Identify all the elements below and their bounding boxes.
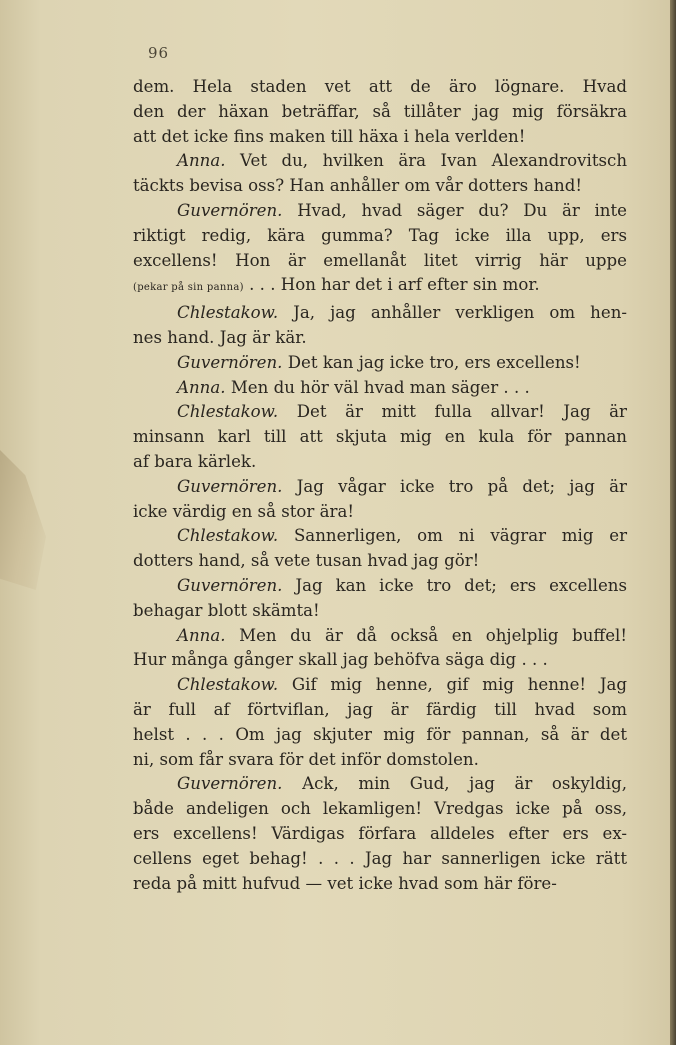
page-text-body (133, 75, 627, 896)
text-line (133, 822, 627, 847)
paragraph (133, 673, 627, 772)
speaker-name: Chlestakow. (177, 303, 279, 323)
text-line (133, 174, 627, 199)
text-line (133, 772, 627, 797)
paragraph (133, 400, 627, 474)
text-line (133, 75, 627, 100)
text-line (133, 524, 627, 549)
text-line (133, 624, 627, 649)
line-text: nes hand. Jag är kär. (133, 327, 307, 347)
text-line (133, 273, 627, 301)
line-text: excellens! Hon är emellanåt litet virrig här uppe (133, 250, 627, 270)
line-text: reda på mitt hufvud — vet icke hvad som här före- (133, 873, 557, 893)
text-line (133, 698, 627, 723)
line-text: både andeligen och lekamligen! Vredgas icke på oss, (133, 799, 627, 819)
text-line (133, 199, 627, 224)
speaker-name: Guvernören. (177, 476, 283, 496)
paragraph (133, 75, 627, 149)
line-text: Jag kan icke tro det; ers excellens (295, 575, 627, 595)
paragraph (133, 149, 627, 199)
line-text: Hvad, hvad säger du? Du är inte (297, 200, 627, 220)
paragraph (133, 524, 627, 574)
text-line (133, 149, 627, 174)
line-text: Det är mitt fulla allvar! Jag är (296, 402, 627, 422)
text-line (133, 400, 627, 425)
text-line (133, 425, 627, 450)
speaker-name: Anna. (177, 625, 226, 645)
speaker-name: Anna. (177, 151, 226, 171)
line-text: Vet du, hvilken ära Ivan Alexandrovitsch (240, 151, 628, 171)
stage-direction: (pekar på sin panna) (133, 282, 244, 294)
text-line (133, 376, 627, 401)
line-text: ers excellens! Värdigas förfara alldeles efter ers ex- (133, 823, 627, 843)
speaker-name: Guvernören. (177, 575, 283, 595)
text-line (133, 599, 627, 624)
speaker-name: Guvernören. (177, 352, 283, 372)
paragraph (133, 772, 627, 896)
text-line (133, 326, 627, 351)
text-line (133, 500, 627, 525)
line-text: . . . Hon har det i arf efter sin mor. (249, 275, 540, 295)
line-text: är full af förtviflan, jag är färdig till hvad som (133, 699, 627, 719)
text-line (133, 574, 627, 599)
line-text: dem. Hela staden vet att de äro lögnare. Hvad (133, 77, 627, 96)
paragraph (133, 301, 627, 351)
speaker-name: Guvernören. (177, 200, 283, 220)
line-text: riktigt redig, kära gumma? Tag icke illa upp, ers (133, 225, 627, 245)
line-text: ni, som får svara för det inför domstolen. (133, 749, 479, 769)
text-line (133, 723, 627, 748)
text-line (133, 351, 627, 376)
line-text: Ack, min Gud, jag är oskyldig, (302, 774, 627, 794)
text-line (133, 549, 627, 574)
line-text: den der häxan beträffar, så tillåter jag mig försäkra (133, 101, 627, 121)
text-line (133, 847, 627, 872)
text-line (133, 224, 627, 249)
text-line (133, 673, 627, 698)
line-text: dotters hand, så vete tusan hvad jag gör! (133, 551, 480, 571)
paragraph (133, 351, 627, 376)
text-line (133, 872, 627, 897)
line-text: Det kan jag icke tro, ers excellens! (287, 352, 581, 372)
paragraph (133, 376, 627, 401)
line-text: Gif mig henne, gif mig henne! Jag (291, 675, 627, 695)
line-text: af bara kärlek. (133, 451, 257, 471)
text-line (133, 450, 627, 475)
text-line (133, 648, 627, 673)
line-text: cellens eget behag! . . . Jag har sannerligen icke rätt (133, 848, 627, 868)
paragraph (133, 624, 627, 674)
speaker-name: Chlestakow. (177, 675, 279, 695)
line-text: att det icke fins maken till häxa i hela verlden! (133, 126, 526, 146)
speaker-name: Guvernören. (177, 774, 283, 794)
text-line (133, 100, 627, 125)
line-text: Hur många gånger skall jag behöfva säga dig . . . (133, 650, 548, 670)
speaker-name: Chlestakow. (177, 402, 279, 422)
line-text: icke värdig en så stor ära! (133, 501, 355, 521)
line-text: täckts bevisa oss? Han anhåller om vår dotters hand! (133, 176, 583, 196)
line-text: Sannerligen, om ni vägrar mig er (293, 526, 627, 546)
line-text: minsann karl till att skjuta mig en kula för pannan (133, 427, 627, 447)
line-text: helst . . . Om jag skjuter mig för pannan, så är det (133, 724, 627, 744)
text-line (133, 249, 627, 274)
line-text: Ja, jag anhåller verkligen om hen- (293, 303, 627, 323)
line-text: Jag vågar icke tro på det; jag är (296, 476, 627, 496)
line-text: Men du är då också en ohjelplig buffel! (239, 625, 627, 645)
page-edge-shadow (670, 0, 676, 1045)
text-line (133, 797, 627, 822)
line-text: Men du hör väl hvad man säger . . . (230, 377, 530, 397)
line-text: behagar blott skämta! (133, 600, 320, 620)
text-line (133, 125, 627, 150)
speaker-name: Anna. (177, 377, 226, 397)
paragraph (133, 574, 627, 624)
page-number: 96 (148, 44, 170, 62)
paragraph (133, 199, 627, 301)
speaker-name: Chlestakow. (177, 526, 279, 546)
paragraph (133, 475, 627, 525)
text-line (133, 301, 627, 326)
text-line (133, 475, 627, 500)
text-line (133, 748, 627, 773)
paper-tab-fold (0, 450, 46, 590)
